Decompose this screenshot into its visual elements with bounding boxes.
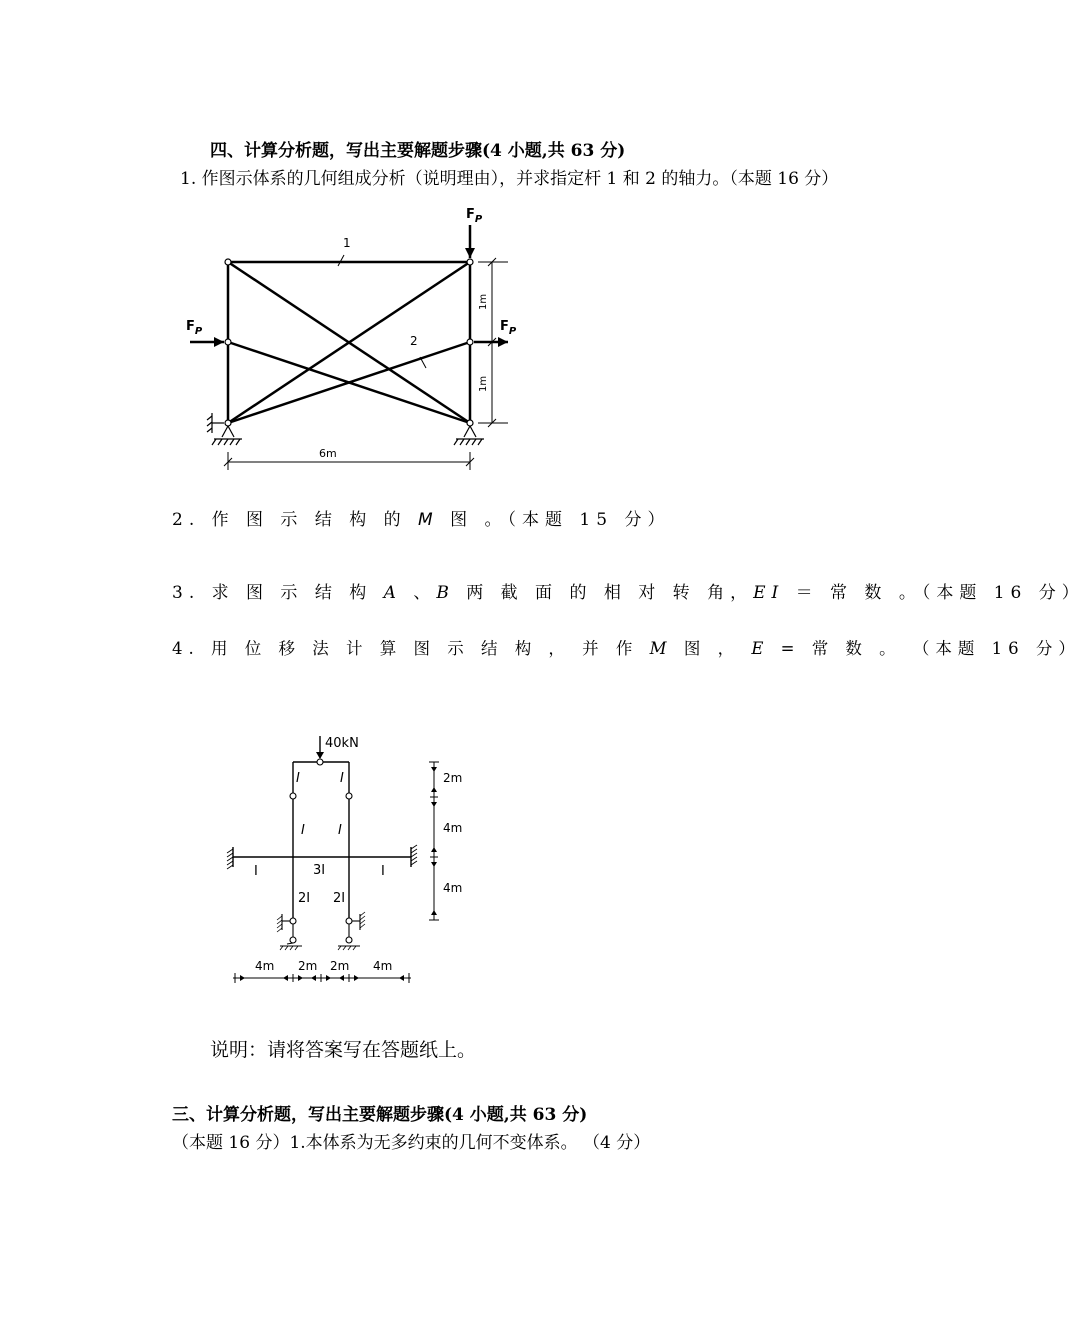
right-force-label: $F_P$	[500, 319, 517, 337]
dim-h-1: 4m	[255, 959, 275, 973]
member-1-label: 1	[343, 236, 351, 250]
q3-var-ei: EI	[753, 583, 785, 603]
width-dimension: 6m	[319, 447, 337, 460]
section4-heading: 四、计算分析题，写出主要解题步骤(4 小题,共 63 分)	[210, 141, 626, 161]
section3-heading: 三、计算分析题，写出主要解题步骤(4 小题,共 63 分)	[172, 1105, 588, 1125]
upper-right-inertia: I	[340, 771, 344, 786]
q3-var-a: A	[383, 583, 402, 603]
q4-part-a: 4. 用 位 移 法 计 算 图 示 结 构 ， 并 作	[172, 639, 650, 658]
question-1: 1. 作图示体系的几何组成分析（说明理由），并求指定杆 1 和 2 的轴力。（本题 16 分）	[180, 169, 839, 189]
lower-left-inertia: 2I	[298, 891, 311, 906]
section3-answer-1: （本题 16 分）1.本体系为无多约束的几何不变体系。 （4 分）	[172, 1133, 651, 1153]
dim-h-3: 2m	[330, 959, 350, 973]
q4-part-c: = 常 数 。 （本题 16 分）	[769, 639, 1081, 658]
q2-var: M	[418, 510, 439, 530]
q4-var-e: E	[751, 639, 770, 658]
beam-left-inertia: I	[254, 864, 258, 879]
mid-right-inertia: I	[338, 823, 342, 838]
beam-center-inertia: 3I	[313, 863, 326, 878]
member-2-label: 2	[410, 334, 418, 348]
q2-suffix: 图 。（本题 15 分）	[438, 510, 671, 530]
q4-part-b: 图 ，	[672, 639, 752, 658]
upper-left-inertia: I	[296, 771, 300, 786]
dim-v-top: 2m	[443, 771, 463, 785]
dim-h-4: 4m	[373, 959, 393, 973]
height-dim-top: 1m	[478, 293, 489, 310]
beam-right-inertia: I	[381, 864, 385, 879]
height-dim-bottom: 1m	[478, 375, 489, 392]
dim-v-mid: 4m	[443, 821, 463, 835]
dim-v-bot: 4m	[443, 881, 463, 895]
q3-part-d: ＝ 常 数 。（本题 16 分）	[784, 583, 1085, 603]
left-force-label: $F_P$	[186, 319, 203, 337]
answer-note: 说明：请将答案写在答题纸上。	[210, 1039, 477, 1061]
q3-part-b: 、	[401, 583, 437, 603]
load-label: 40kN	[325, 736, 359, 751]
dim-h-2: 2m	[298, 959, 318, 973]
q2-prefix: 2. 作 图 示 结 构 的	[172, 510, 419, 530]
q3-part-c: 两 截 面 的 相 对 转 角，	[454, 583, 754, 603]
lower-right-inertia: 2I	[333, 891, 346, 906]
q3-part-a: 3. 求 图 示 结 构	[172, 583, 384, 603]
mid-left-inertia: I	[301, 823, 305, 838]
top-force-label: $F_P$	[466, 207, 483, 225]
q4-var-m: M	[649, 639, 673, 658]
q3-var-b: B	[436, 583, 455, 603]
